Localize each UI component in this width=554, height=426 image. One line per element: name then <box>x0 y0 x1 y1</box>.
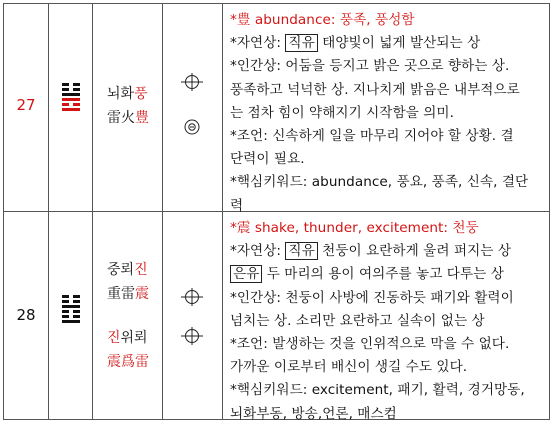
circle-plus-icon <box>180 70 204 94</box>
description-line: *자연상: 직유 태양빛이 넓게 발산되는 상 <box>230 35 481 52</box>
hexagram-icon <box>62 295 80 325</box>
tag-box: 은유 <box>230 265 262 283</box>
circle-dot-icon <box>180 115 204 139</box>
description-line: *인간상: 어둠을 등지고 밝은 곳으로 향하는 상. <box>230 58 510 75</box>
hexagram-title: *震 shake, thunder, excitement: 천둥 <box>230 220 479 236</box>
description-line: *인간상: 천둥이 사방에 진동하듯 패기와 활력이 <box>230 289 514 306</box>
description-line: *조언: 발생하는 것을 인위적으로 막을 수 없다. <box>230 336 510 353</box>
description-line: 력 <box>230 197 244 214</box>
hexagram-alt-name-hanja: 震爲雷 <box>107 354 149 370</box>
hexagram-alt-name-korean: 진위뢰 <box>107 330 148 346</box>
row-number: 27 <box>16 96 36 114</box>
description-line: 는 점차 힘이 약해지기 시작함을 의미. <box>230 104 454 121</box>
description-line: 단력이 필요. <box>230 151 305 168</box>
hexagram-table <box>3 3 550 420</box>
circle-plus-icon <box>180 285 204 309</box>
hexagram-name-hanja: 重雷震 <box>107 286 149 302</box>
description-line: *조언: 신속하게 일을 마무리 지어야 할 상황. 결 <box>230 128 514 145</box>
table-row <box>4 212 549 422</box>
description-line: *핵심키워드: excitement, 패기, 활력, 경거망동, <box>230 382 525 399</box>
description-cell <box>223 212 549 422</box>
description-line: 풍족하고 넉넉한 상. 지나치게 밝음은 내부적으로 <box>230 81 520 98</box>
hexagram-name-korean: 중뢰진 <box>107 262 148 278</box>
description-line: 은유 두 마리의 용이 여의주를 놓고 다투는 상 <box>230 263 544 286</box>
description-line: 가까운 이로부터 배신이 생길 수도 있다. <box>230 359 468 376</box>
hexagram-name-korean: 뇌화풍 <box>107 86 148 102</box>
table-row <box>4 4 549 212</box>
description-line: *핵심키워드: abundance, 풍요, 풍족, 신속, 결단 <box>230 174 529 191</box>
description-line: *자연상: 직유 천둥이 요란하게 울려 퍼지는 상 <box>230 243 511 260</box>
tag-box: 직유 <box>285 242 317 260</box>
description-line: 뇌화부동, 방송,언론, 매스컴 <box>230 405 397 422</box>
tag-box: 직유 <box>285 34 317 52</box>
hexagram-title: *豊 abundance: 풍족, 풍성함 <box>230 12 415 28</box>
row-number: 28 <box>16 306 36 324</box>
description-line: 넘치는 상. 소리만 요란하고 실속이 없는 상 <box>230 312 485 329</box>
hexagram-name-hanja: 雷火豊 <box>107 110 149 126</box>
description-cell <box>223 4 549 214</box>
hexagram-icon <box>62 83 80 113</box>
circle-plus-icon <box>180 324 204 348</box>
